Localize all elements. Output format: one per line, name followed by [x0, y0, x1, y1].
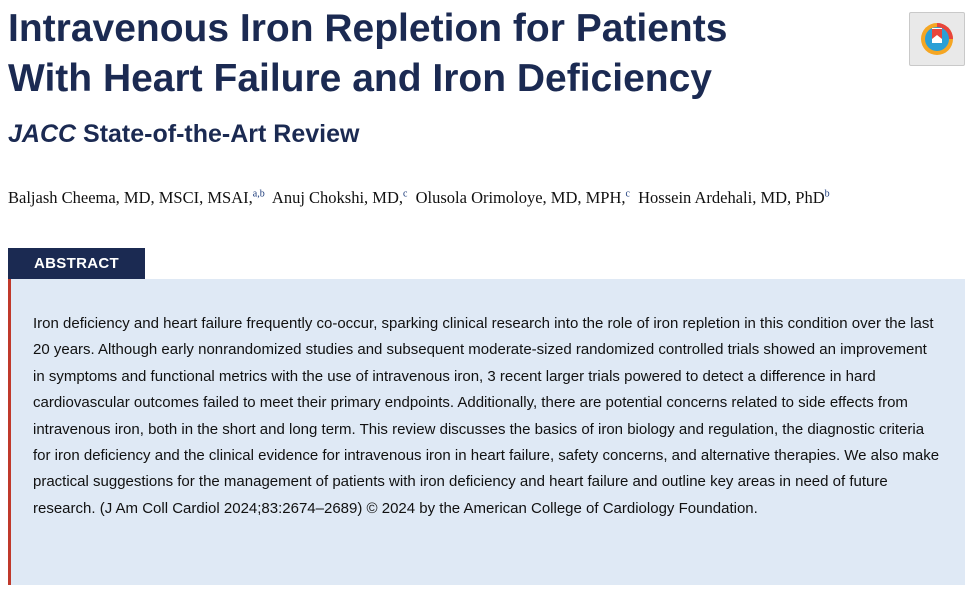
author-item[interactable]: Olusola Orimoloye, MD, MPH,$^c$	[415, 188, 630, 207]
affiliation-mark[interactable]: b	[824, 188, 830, 200]
article-subtitle	[8, 120, 359, 149]
title-line-2: With Heart Failure and Iron Deficiency	[8, 57, 712, 100]
subtitle-rest: State-of-the-Art Review	[76, 120, 360, 148]
affiliation-mark[interactable]: c	[403, 188, 408, 200]
abstract-heading: ABSTRACT	[8, 248, 145, 279]
author-list	[8, 188, 834, 208]
article-title	[8, 4, 888, 104]
journal-name: JACC	[8, 120, 77, 148]
affiliation-mark[interactable]: c	[625, 188, 630, 200]
abstract-panel	[8, 279, 965, 585]
abstract-text: Iron deficiency and heart failure frequently co-occur, sparking clinical research into the role of iron repletion in this condition over the last 20 years. Although early nonrandomized studies and subsequent moderate-sized randomized controlled trials showed an improvement in symptoms and functional metrics with the use of intravenous iron, 3 recent larger trials powered to detect a difference in hard cardiovascular outcomes failed to meet their primary endpoints. Additionally, there are potential concerns related to side effects from intravenous iron, both in the short and long term. This review discusses the basics of iron biology and regulation, the diagnostic criteria for iron deficiency and the clinical evidence for intravenous iron in heart failure, safety concerns, and alternative therapies. We also make practical suggestions for the management of patients with iron deficiency and heart failure and outline key areas in need of future research. (J Am Coll Cardiol 2024;83:2674–2689) © 2024 by the American College of Cardiology Foundation.	[33, 315, 940, 517]
author-item[interactable]: Hossein Ardehali, MD, PhD$^b$	[638, 188, 830, 207]
crossmark-icon	[910, 13, 964, 65]
author-item[interactable]: Baljash Cheema, MD, MSCI, MSAI,$^{a,b}$	[8, 188, 265, 207]
crossmark-badge[interactable]	[909, 12, 965, 66]
affiliation-mark[interactable]: a,b	[252, 188, 265, 200]
author-item[interactable]: Anuj Chokshi, MD,$^c$	[271, 188, 408, 207]
title-line-1: Intravenous Iron Repletion for Patients	[8, 7, 728, 50]
